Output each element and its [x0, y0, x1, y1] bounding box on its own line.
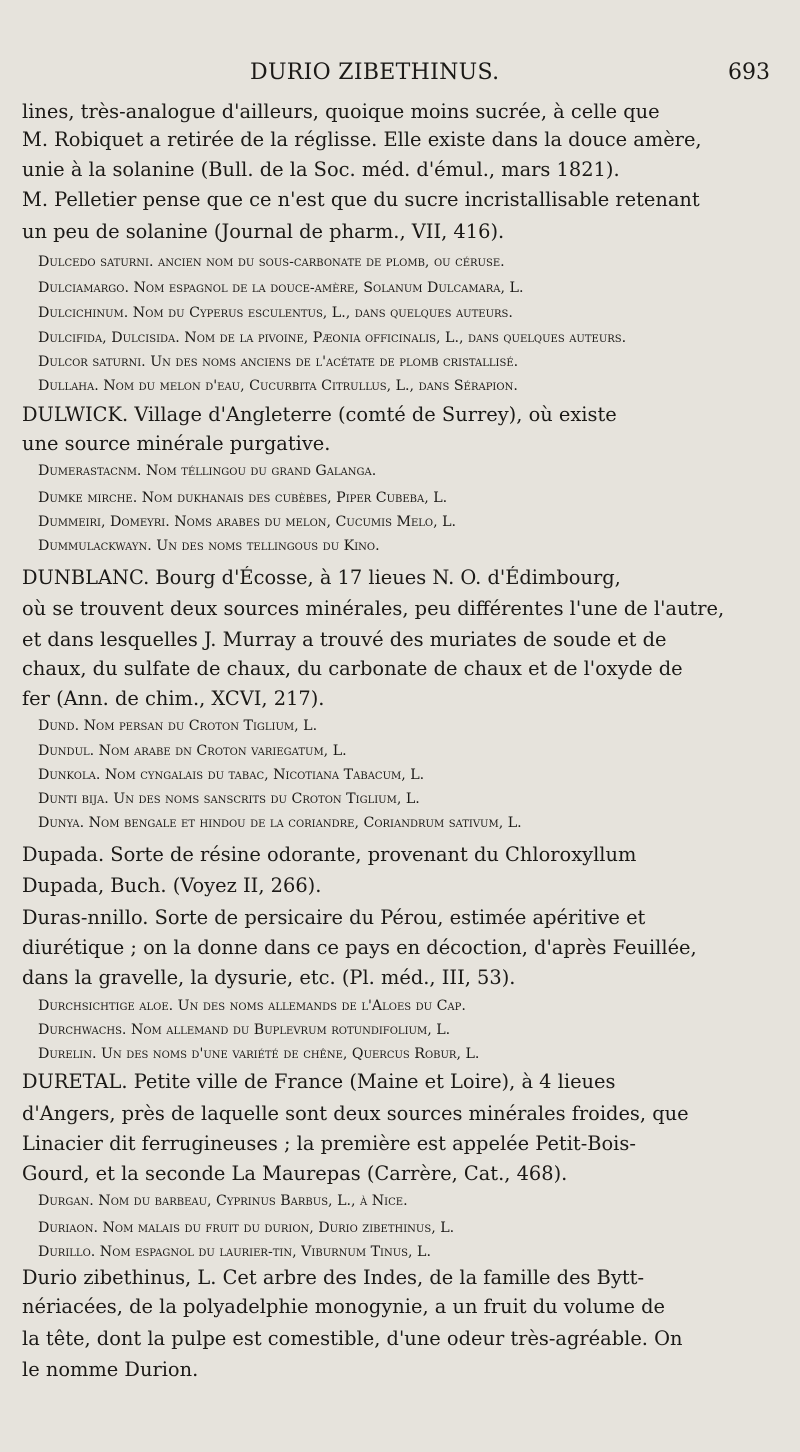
- text-line: Dumke mirche. Nom dukhanais des cubèbes, Piper Cubeba, L.: [38, 490, 448, 506]
- text-line: Durchsichtige aloe. Un des noms allemands de l'Aloes du Cap.: [38, 998, 466, 1014]
- text-line: Duriaon. Nom malais du fruit du durion, Durio zibethinus, L.: [38, 1220, 455, 1236]
- text-line: DULWICK. Village d'Angleterre (comté de Surrey), où existe: [22, 403, 617, 426]
- page-header: [0, 60, 800, 96]
- text-line: chaux, du sulfate de chaux, du carbonate de chaux et de l'oxyde de: [22, 657, 683, 680]
- text-line: Dulcor saturni. Un des noms anciens de l'acétate de plomb cristallisé.: [38, 354, 519, 370]
- text-line: Durio zibethinus, L. Cet arbre des Indes, de la famille des Bytt-: [22, 1266, 645, 1289]
- text-line: Durgan. Nom du barbeau, Cyprinus Barbus, L., à Nice.: [38, 1193, 408, 1209]
- text-line: Dundul. Nom arabe dn Croton variegatum, L.: [38, 743, 347, 759]
- text-line: nériacées, de la polyadelphie monogynie, a un fruit du volume de: [22, 1295, 666, 1318]
- running-head: DURIO ZIBETHINUS.: [250, 60, 500, 85]
- text-line: Dulcichinum. Nom du Cyperus esculentus, L., dans quelques auteurs.: [38, 305, 513, 321]
- text-line: Durelin. Un des noms d'une variété de chêne, Quercus Robur, L.: [38, 1046, 480, 1062]
- text-line: Durillo. Nom espagnol du laurier-tin, Viburnum Tinus, L.: [38, 1244, 431, 1260]
- text-line: Dupada. Sorte de résine odorante, provenant du Chloroxyllum: [22, 843, 637, 866]
- text-line: Dummeiri, Domeyri. Noms arabes du melon, Cucumis Melo, L.: [38, 514, 457, 530]
- text-line: Duras-nnillo. Sorte de persicaire du Pérou, estimée apéritive et: [22, 906, 646, 929]
- text-line: unie à la solanine (Bull. de la Soc. méd. d'émul., mars 1821).: [22, 158, 620, 181]
- text-line: DURETAL. Petite ville de France (Maine et Loire), à 4 lieues: [22, 1070, 616, 1093]
- page-number: 693: [728, 60, 770, 85]
- text-line: Dund. Nom persan du Croton Tiglium, L.: [38, 718, 318, 734]
- text-line: M. Pelletier pense que ce n'est que du sucre incristallisable retenant: [22, 188, 700, 211]
- text-line: Dullaha. Nom du melon d'eau, Cucurbita Citrullus, L., dans Sérapion.: [38, 378, 518, 394]
- text-line: d'Angers, près de laquelle sont deux sources minérales froides, que: [22, 1102, 689, 1125]
- text-line: Dupada, Buch. (Voyez II, 266).: [22, 874, 322, 897]
- text-line: Dummulackwayn. Un des noms tellingous du Kino.: [38, 538, 380, 554]
- text-line: Dulcedo saturni. ancien nom du sous-carbonate de plomb, ou céruse.: [38, 254, 505, 270]
- text-line: où se trouvent deux sources minérales, peu différentes l'une de l'autre,: [22, 597, 725, 620]
- text-line: Dulciamargo. Nom espagnol de la douce-amère, Solanum Dulcamara, L.: [38, 280, 524, 296]
- text-line: Linacier dit ferrugineuses ; la première est appelée Petit-Bois-: [22, 1132, 636, 1155]
- text-line: Dunya. Nom bengale et hindou de la coriandre, Coriandrum sativum, L.: [38, 815, 522, 831]
- text-line: Dulcifida, Dulcisida. Nom de la pivoine, Pæonia officinalis, L., dans quelques auteurs.: [38, 330, 627, 346]
- text-line: Durchwachs. Nom allemand du Buplevrum rotundifolium, L.: [38, 1022, 451, 1038]
- text-line: lines, très-analogue d'ailleurs, quoique moins sucrée, à celle que: [22, 100, 660, 123]
- text-line: une source minérale purgative.: [22, 432, 331, 455]
- text-line: la tête, dont la pulpe est comestible, d'une odeur très-agréable. On: [22, 1327, 683, 1350]
- text-line: Dunkola. Nom cyngalais du tabac, Nicotiana Tabacum, L.: [38, 767, 425, 783]
- text-line: le nomme Durion.: [22, 1358, 199, 1381]
- text-line: dans la gravelle, la dysurie, etc. (Pl. méd., III, 53).: [22, 966, 516, 989]
- text-line: M. Robiquet a retirée de la réglisse. Elle existe dans la douce amère,: [22, 128, 702, 151]
- text-line: et dans lesquelles J. Murray a trouvé des muriates de soude et de: [22, 628, 667, 651]
- text-line: un peu de solanine (Journal de pharm., VII, 416).: [22, 220, 505, 243]
- text-line: Gourd, et la seconde La Maurepas (Carrère, Cat., 468).: [22, 1162, 568, 1185]
- text-line: Dunti bija. Un des noms sanscrits du Croton Tiglium, L.: [38, 791, 420, 807]
- text-line: diurétique ; on la donne dans ce pays en décoction, d'après Feuillée,: [22, 936, 697, 959]
- text-line: DUNBLANC. Bourg d'Écosse, à 17 lieues N. O. d'Édimbourg,: [22, 566, 621, 589]
- text-line: Dumerastacnm. Nom téllingou du grand Galanga.: [38, 463, 377, 479]
- text-line: fer (Ann. de chim., XCVI, 217).: [22, 687, 325, 710]
